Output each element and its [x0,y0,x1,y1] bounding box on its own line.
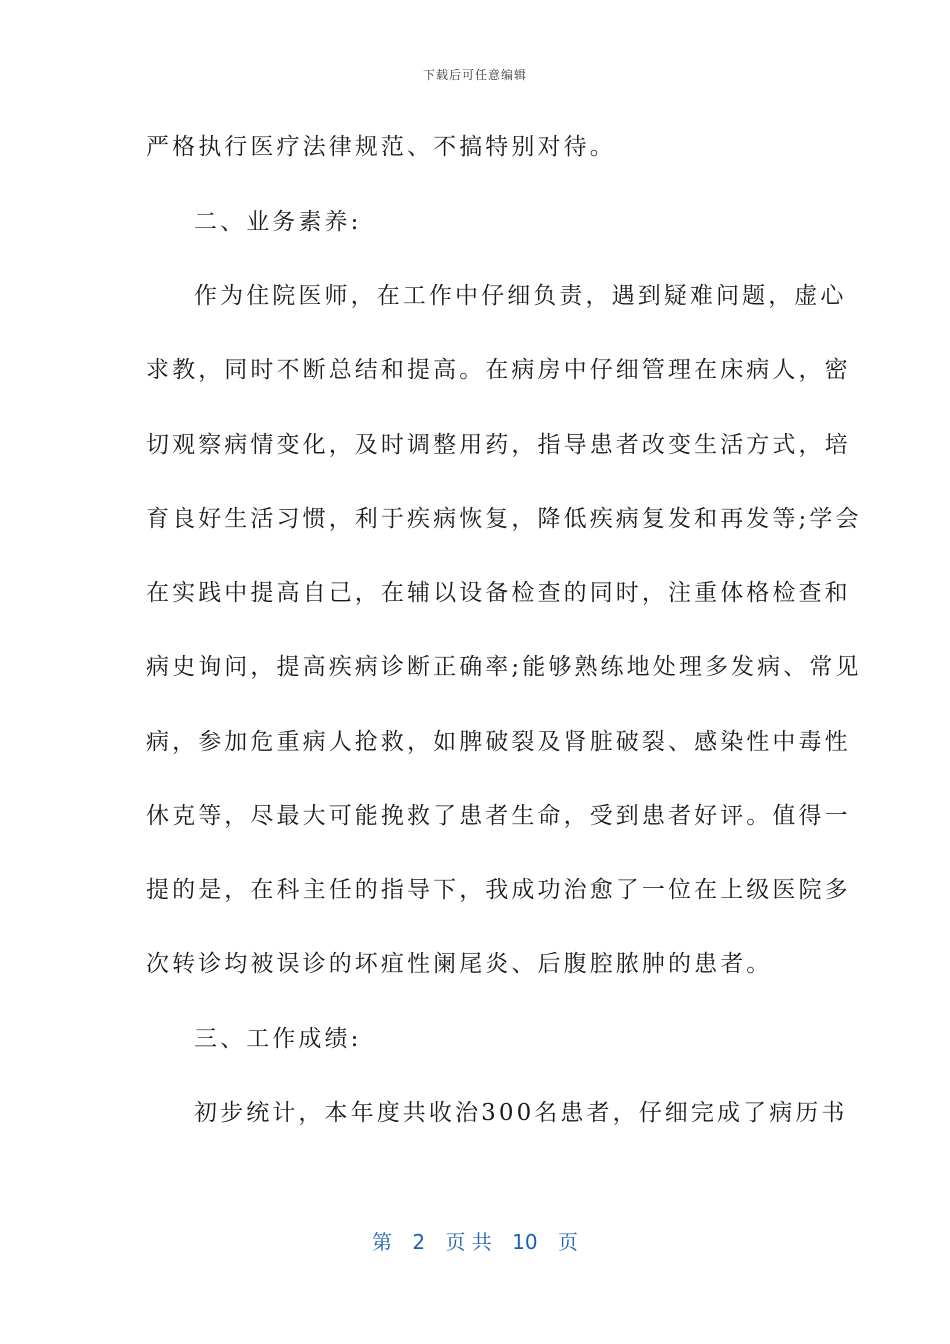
body-line: 在实践中提高自己，在辅以设备检查的同时，注重体格检查和 [146,580,851,606]
body-line: 求教，同时不断总结和提高。在病房中仔细管理在床病人，密 [146,357,851,383]
total-pages-number: 10 [512,1230,538,1254]
footer-middle: 页 共 [445,1230,492,1254]
footer-prefix: 第 [372,1230,392,1254]
page-header: 下载后可任意编辑 [422,68,527,82]
current-page-number: 2 [412,1230,426,1254]
page-number-footer [0,1226,950,1255]
body-line: 育良好生活习惯，利于疾病恢复，降低疾病复发和再发等;学会 [146,506,862,532]
body-line: 初步统计，本年度共收治300名患者，仔细完成了病历书 [194,1100,848,1126]
section-heading: 二、业务素养: [194,209,362,235]
body-line: 作为住院医师，在工作中仔细负责，遇到疑难问题，虚心 [194,283,847,309]
body-line: 休克等，尽最大可能挽救了患者生命，受到患者好评。值得一 [146,803,851,829]
footer-suffix: 页 [557,1230,578,1254]
body-line: 提的是，在科主任的指导下，我成功治愈了一位在上级医院多 [146,877,851,903]
body-line: 切观察病情变化，及时调整用药，指导患者改变生活方式，培 [146,432,851,458]
section-heading: 三、工作成绩: [194,1026,362,1052]
body-line: 次转诊均被误诊的坏疽性阑尾炎、后腹腔脓肿的患者。 [146,951,773,977]
body-line: 严格执行医疗法律规范、不搞特别对待。 [146,134,616,160]
body-line: 病，参加危重病人抢救，如脾破裂及肾脏破裂、感染性中毒性 [146,729,851,755]
body-line: 病史询问，提高疾病诊断正确率;能够熟练地处理多发病、常见 [146,654,862,680]
